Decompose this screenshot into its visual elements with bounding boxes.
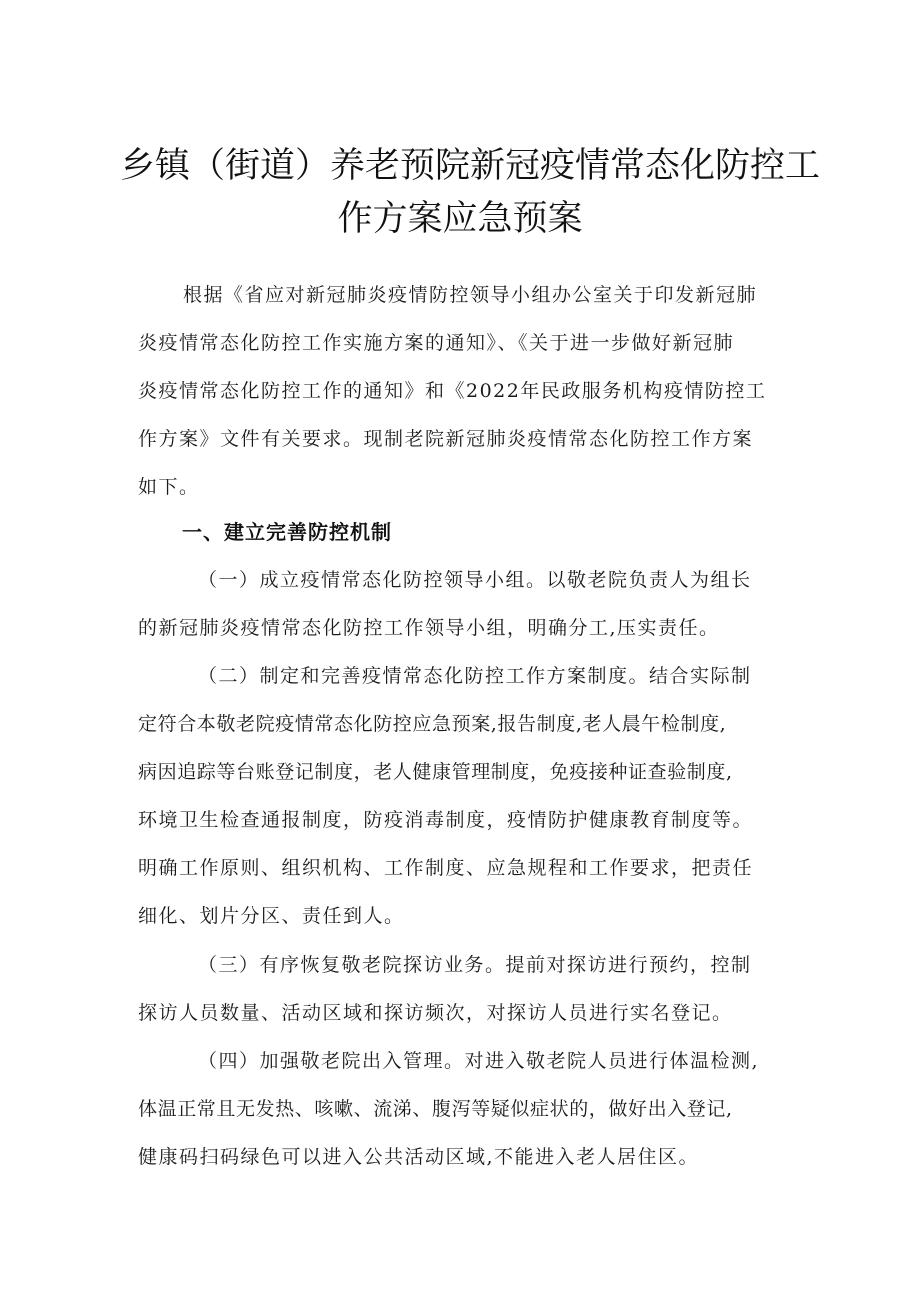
text-line: 作方案》文件有关要求。现制老院新冠肺炎疫情常态化防控工作方案 xyxy=(138,428,754,450)
intro-paragraph xyxy=(138,271,798,511)
text-line: 环境卫生检查通报制度，防疫消毒制度，疫情防护健康教育制度等。 xyxy=(138,809,754,831)
text-line: （二）制定和完善疫情常态化防控工作方案制度。结合实际制 xyxy=(198,665,752,687)
text-line: 的新冠肺炎疫情常态化防控工作领导小组，明确分工,压实责任。 xyxy=(138,617,720,639)
text-line: 病因追踪等台账登记制度，老人健康管理制度，免疫接种证查验制度, xyxy=(138,761,733,783)
text-line: 明确工作原则、组织机构、工作制度、应急规程和工作要求，把责任 xyxy=(138,857,754,879)
text-line: 炎疫情常态化防控工作实施方案的通知》、《关于进一步做好新冠肺 xyxy=(138,332,735,354)
item-paragraph-3 xyxy=(138,941,798,1037)
text-line: （一）成立疫情常态化防控领导小组。以敬老院负责人为组长 xyxy=(198,569,752,591)
text-line: 细化、划片分区、责任到人。 xyxy=(138,905,405,927)
item-paragraph-1 xyxy=(138,556,798,652)
section-heading: 一、建立完善防控机制 xyxy=(182,520,392,544)
text-line: 定符合本敬老院疫情常态化防控应急预案,报告制度,老人晨午检制度, xyxy=(138,713,727,735)
text-line: （三）有序恢复敬老院探访业务。提前对探访进行预约，控制 xyxy=(198,954,752,976)
title-line: 作方案应急预案 xyxy=(337,199,583,239)
text-line: 炎疫情常态化防控工作的通知》和《2022年民政服务机构疫情防控工 xyxy=(138,380,767,402)
item-paragraph-2 xyxy=(138,652,798,940)
text-line: 健康码扫码绿色可以进入公共活动区域,不能进入老人居住区。 xyxy=(138,1146,700,1168)
text-line: 如下。 xyxy=(138,476,200,498)
text-line: 体温正常且无发热、咳嗽、流涕、腹泻等疑似症状的，做好出入登记, xyxy=(138,1098,733,1120)
document-title xyxy=(120,140,821,246)
text-line: 根据《省应对新冠肺炎疫情防控领导小组办公室关于印发新冠肺 xyxy=(183,284,758,306)
item-paragraph-4 xyxy=(138,1037,798,1181)
title-line: 乡镇（街道）养老预院新冠疫情常态化防控工 xyxy=(120,146,821,186)
text-line: （四）加强敬老院出入管理。对进入敬老院人员进行体温检测, xyxy=(198,1050,760,1072)
text-line: 探访人员数量、活动区域和探访频次，对探访人员进行实名登记。 xyxy=(138,1002,733,1024)
